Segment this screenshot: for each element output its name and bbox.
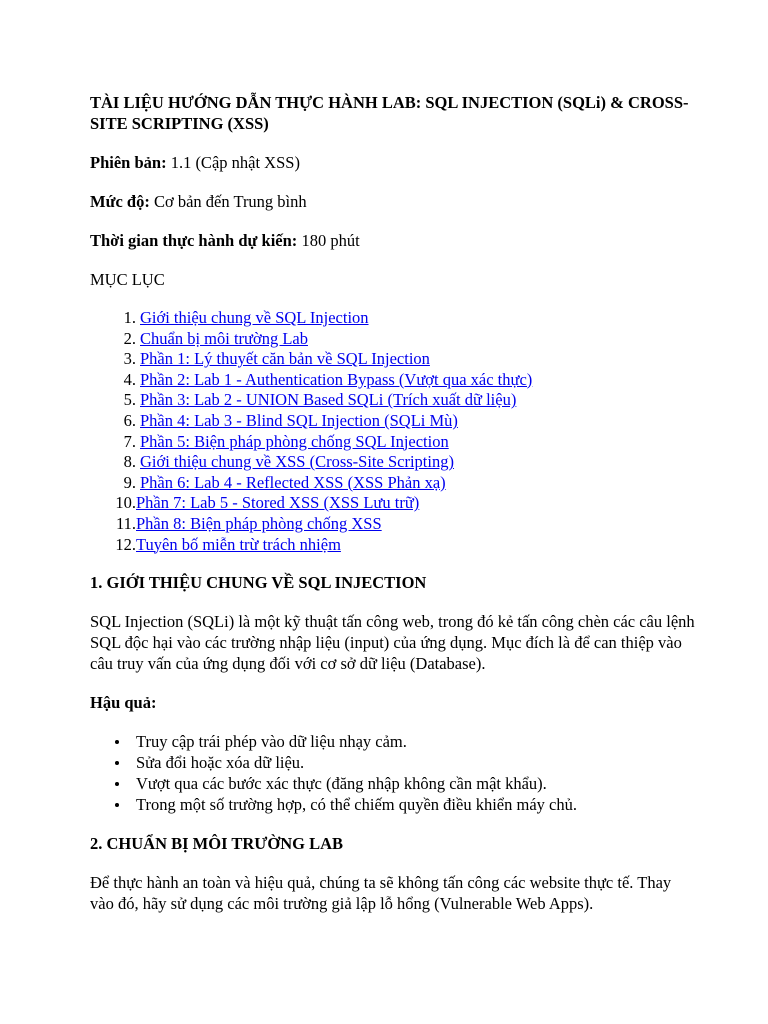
toc-item [90,349,698,370]
version-value: 1.1 (Cập nhật XSS) [166,153,300,172]
level-value: Cơ bản đến Trung bình [149,192,307,211]
toc-item-number: 2. [123,328,136,348]
section1-paragraph: SQL Injection (SQLi) là một kỹ thuật tấn công web, trong đó kẻ tấn công chèn các câu lệnh SQL độc hại vào các trường nhập liệu (input) của ứng dụng. Mục đích là để can thiệp vào câu truy vấn của ứng dụng đối với cơ sở dữ liệu (Database). [90,612,695,674]
list-item [90,731,698,752]
toc-heading: MỤC LỤC [90,270,165,289]
toc-item-number: 3. [123,349,136,369]
table-of-contents [90,308,698,555]
list-item [90,773,698,794]
toc-item [90,411,698,432]
toc-item-number: 8. [123,452,136,472]
toc-link[interactable]: Giới thiệu chung về XSS (Cross-Site Scripting) [140,452,454,472]
toc-item [90,329,698,350]
toc-item [90,370,698,391]
toc-link[interactable]: Phần 6: Lab 4 - Reflected XSS (XSS Phản xạ) [140,472,446,492]
toc-link[interactable]: Phần 8: Biện pháp phòng chống XSS [136,513,382,533]
toc-link[interactable]: Tuyên bố miễn trừ trách nhiệm [136,534,341,554]
list-item [90,752,698,773]
toc-link[interactable]: Phần 5: Biện pháp phòng chống SQL Injection [140,431,449,451]
list-item-text: Truy cập trái phép vào dữ liệu nhạy cảm. [136,732,407,752]
toc-item-number: 6. [123,410,136,430]
toc-link[interactable]: Giới thiệu chung về SQL Injection [140,308,369,327]
toc-item-number: 11. [115,513,136,533]
version-label: Phiên bản: [90,153,167,172]
toc-item [90,308,698,329]
toc-item [90,452,698,473]
bullet-icon [90,794,136,815]
consequences-heading: Hậu quả: [90,693,157,713]
duration-label: Thời gian thực hành dự kiến: [90,231,298,250]
toc-item-number: 4. [123,369,136,389]
list-item-text: Trong một số trường hợp, có thể chiếm quyền điều khiển máy chủ. [136,795,577,815]
toc-item-number: 7. [123,431,136,451]
toc-item-number: 1. [123,308,136,327]
toc-item [90,473,698,494]
section2-paragraph: Để thực hành an toàn và hiệu quả, chúng ta sẽ không tấn công các website thực tế. Thay vào đó, hãy sử dụng các môi trường giả lập lỗ hổng (Vulnerable Web Apps). [90,873,672,914]
level-label: Mức độ: [90,192,150,211]
toc-link[interactable]: Phần 7: Lab 5 - Stored XSS (XSS Lưu trữ) [136,493,420,513]
toc-item [90,432,698,453]
toc-link[interactable]: Chuẩn bị môi trường Lab [140,328,308,348]
list-item [90,794,698,815]
toc-item-number: 10. [115,493,136,513]
duration-value: 180 phút [297,231,360,250]
duration-line [90,230,698,251]
bullet-icon [90,773,136,794]
section1-heading: 1. GIỚI THIỆU CHUNG VỀ SQL INJECTION [90,573,427,593]
toc-item [90,493,698,514]
toc-item-number: 12. [115,534,136,554]
section2-heading: 2. CHUẨN BỊ MÔI TRƯỜNG LAB [90,834,344,854]
toc-item-number: 5. [123,390,136,410]
bullet-icon [90,752,136,773]
bullet-icon [90,731,136,752]
toc-item [90,390,698,411]
toc-link[interactable]: Phần 3: Lab 2 - UNION Based SQLi (Trích xuất dữ liệu) [140,390,517,410]
toc-item [90,535,698,556]
toc-item [90,514,698,535]
toc-link[interactable]: Phần 4: Lab 3 - Blind SQL Injection (SQLi Mù) [140,410,458,430]
toc-item-number: 9. [123,472,136,492]
toc-link[interactable]: Phần 1: Lý thuyết căn bản về SQL Injection [140,349,430,369]
list-item-text: Vượt qua các bước xác thực (đăng nhập không cần mật khẩu). [136,774,547,794]
level-line [90,191,698,212]
document-title: TÀI LIỆU HƯỚNG DẪN THỰC HÀNH LAB: SQL INJECTION (SQLi) & CROSS-SITE SCRIPTING (XSS) [90,93,689,133]
toc-link[interactable]: Phần 2: Lab 1 - Authentication Bypass (Vượt qua xác thực) [140,369,533,389]
version-line [90,152,698,173]
consequences-list [90,731,698,815]
list-item-text: Sửa đổi hoặc xóa dữ liệu. [136,753,305,773]
